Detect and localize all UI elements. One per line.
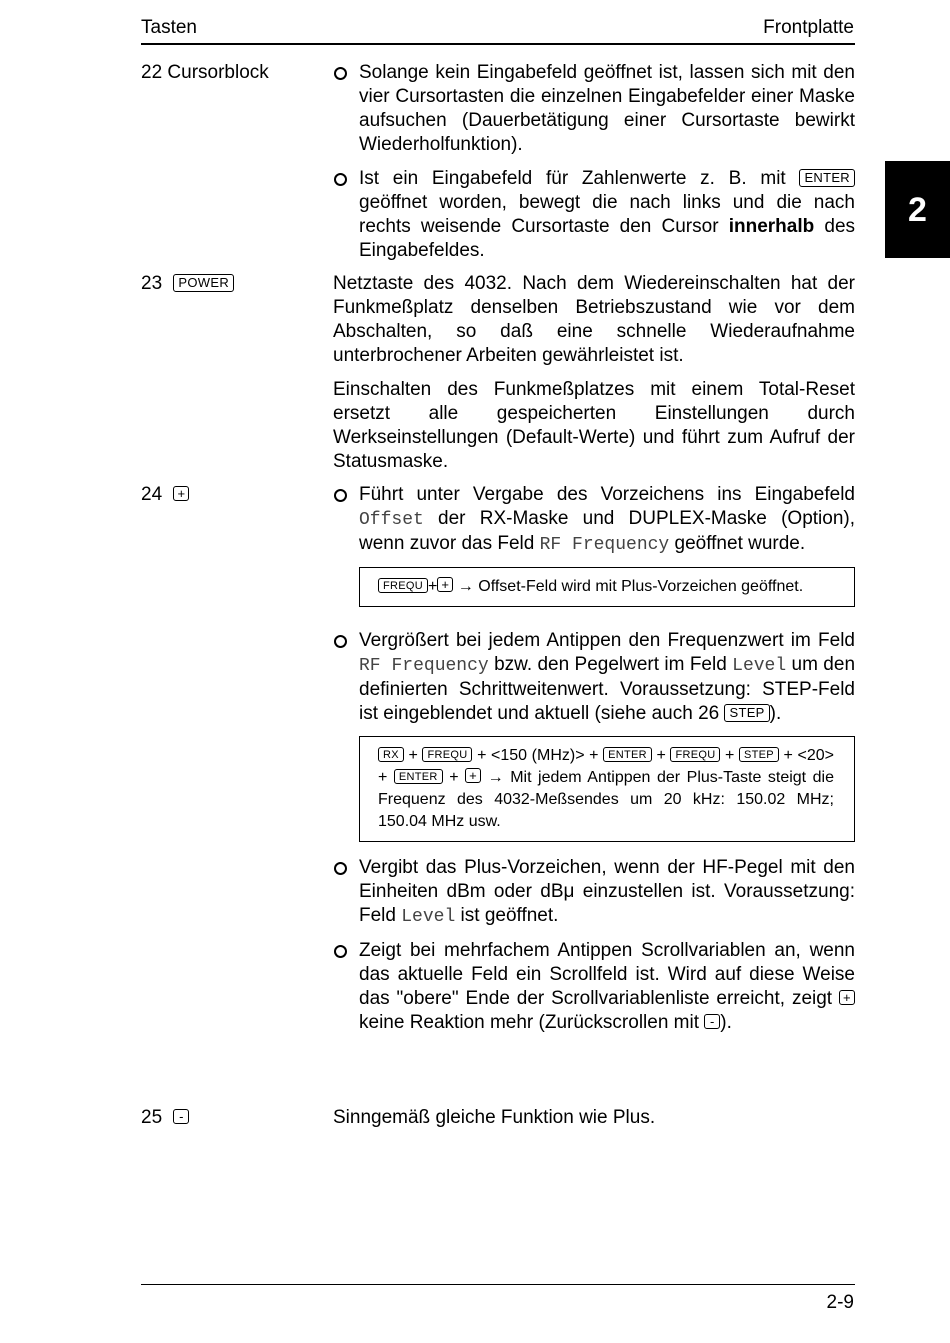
field-name-offset: Offset	[359, 510, 424, 530]
minus-key: -	[173, 1109, 189, 1124]
item-number: 24	[141, 484, 163, 505]
example-box-1	[359, 567, 855, 607]
arrow-icon: →	[457, 578, 474, 595]
footer-rule	[141, 1284, 855, 1285]
item-number: 25	[141, 1107, 163, 1128]
item-25-label	[141, 1106, 189, 1130]
plus-key: +	[839, 990, 855, 1005]
item-24-label	[141, 483, 189, 507]
field-name-level: Level	[732, 656, 787, 676]
rx-key: RX	[378, 747, 404, 762]
enter-key: ENTER	[603, 747, 652, 762]
text-span: ist geöffnet.	[460, 905, 559, 926]
text-span: Vergibt das Plus-Vorzeichen, wenn der HF-Pegel mit den Einheiten dBm oder dBμ einzustellen ist. Voraussetzung: Feld	[359, 857, 855, 926]
text-span: keine Reaktion mehr (Zurückscrollen mit	[359, 1012, 700, 1033]
text-span: Zeigt bei mehrfachem Antippen Scrollvariablen an, wenn das aktuelle Feld ein Scrollfeld ist. Wird auf diese Weise das "obere" Ende der Scrollvariablenliste erreicht, zeigt	[359, 940, 855, 1009]
item-23-para-1: Netztaste des 4032. Nach dem Wiedereinschalten hat der Funkmeßplatz denselben Betriebszustand wie vor dem Abschalten, so daß eine schnelle Wiederaufnahme unterbrochener Arbeiten gewährleistet ist.	[333, 273, 855, 366]
step-key: STEP	[724, 704, 769, 722]
minus-key: -	[704, 1014, 720, 1029]
field-name-rf-frequency: RF Frequency	[359, 656, 489, 676]
value-text: <20> +	[378, 747, 834, 786]
value-text: + <150 (MHz)> +	[477, 747, 599, 764]
item-22-body	[333, 61, 855, 273]
header-chapter-title: Frontplatte	[763, 17, 854, 38]
example-box-2: RX + FREQU + <150 (MHz)> + ENTER + FREQU + STEP + <20> + ENTER + + → Mit jedem Antippen der Plus-Taste steigt die Frequenz des 4032-Meßsendes um 20 kHz: 150.02 MHz; 150.04 MHz usw.	[359, 736, 855, 842]
item-24-bullet-4	[333, 939, 855, 1035]
item-23-para-2: Einschalten des Funkmeßplatzes mit einem Total-Reset ersetzt alle gespeicherten Einstellungen durch Werkseinstellungen (Default-Werte) und führt zum Aufruf der Statusmaske.	[333, 379, 855, 472]
item-22-label: 22 Cursorblock	[141, 62, 269, 83]
item-25-body: Sinngemäß gleiche Funktion wie Plus.	[333, 1107, 656, 1128]
enter-key: ENTER	[394, 769, 443, 784]
item-23-label	[141, 272, 234, 296]
example-text: Mit jedem Antippen der Plus-Taste steigt die Frequenz des 4032-Meßsendes um 20 kHz: 150.02 MHz; 150.04 MHz usw.	[378, 769, 835, 830]
field-name-rf-frequency: RF Frequency	[539, 535, 670, 555]
text-span: Führt unter Vergabe des Vorzeichens ins Eingabefeld	[359, 484, 855, 505]
text-span: geöffnet worden, bewegt die nach links und die nach rechts weisende Cursortaste den Cursor	[359, 192, 855, 237]
plus-sign: +	[428, 578, 438, 595]
plus-key: +	[465, 768, 481, 783]
power-key: POWER	[173, 274, 234, 292]
text-span: der RX-Maske und DUPLEX-Maske (Option), wenn zuvor das Feld	[359, 508, 856, 554]
frequ-key: FREQU	[378, 578, 428, 593]
text-span: Vergrößert bei jedem Antippen den Frequenzwert im Feld	[359, 630, 855, 651]
example-text: Offset-Feld wird mit Plus-Vorzeichen geöffnet.	[478, 578, 804, 595]
bold-text: innerhalb	[728, 216, 815, 237]
text-span: geöffnet wurde.	[674, 533, 806, 554]
field-name-level: Level	[401, 907, 456, 927]
header-section-title: Tasten	[141, 17, 197, 38]
enter-key: ENTER	[799, 169, 855, 187]
item-23-body	[333, 272, 855, 484]
item-24-bullet-3	[333, 856, 855, 929]
item-number: 23	[141, 273, 163, 294]
frequ-key: FREQU	[670, 747, 720, 762]
item-24-body	[333, 483, 855, 1045]
text-span: bzw. den Pegelwert im Feld	[494, 654, 727, 675]
text-span: um den definierten Schrittweitenwert. Voraussetzung: STEP-Feld ist eingeblendet und aktuell (siehe auch 26	[359, 654, 856, 724]
item-22-bullet-2	[333, 167, 855, 263]
page-number: 2-9	[826, 1292, 854, 1313]
arrow-icon: →	[487, 769, 504, 786]
text-span: ).	[769, 703, 782, 724]
header-rule	[141, 43, 855, 45]
text-span: Ist ein Eingabefeld für Zahlenwerte z. B. mit	[359, 168, 786, 189]
item-22-bullet-1: Solange kein Eingabefeld geöffnet ist, lassen sich mit den vier Cursortasten die einzelnen Eingabefelder einer Maske aufsuchen (Dauerbetätigung einer Cursortaste bewirkt Wiederholfunktion).	[333, 61, 855, 157]
text-span: des Eingabefeldes.	[359, 216, 856, 261]
chapter-tab: 2	[885, 161, 950, 258]
frequ-key: FREQU	[422, 747, 472, 762]
plus-key: +	[173, 486, 189, 501]
item-24-bullet-2	[333, 629, 855, 726]
plus-key: +	[437, 577, 453, 592]
step-key: STEP	[739, 747, 779, 762]
text-span: ).	[720, 1012, 732, 1033]
item-24-bullet-1	[333, 483, 855, 557]
